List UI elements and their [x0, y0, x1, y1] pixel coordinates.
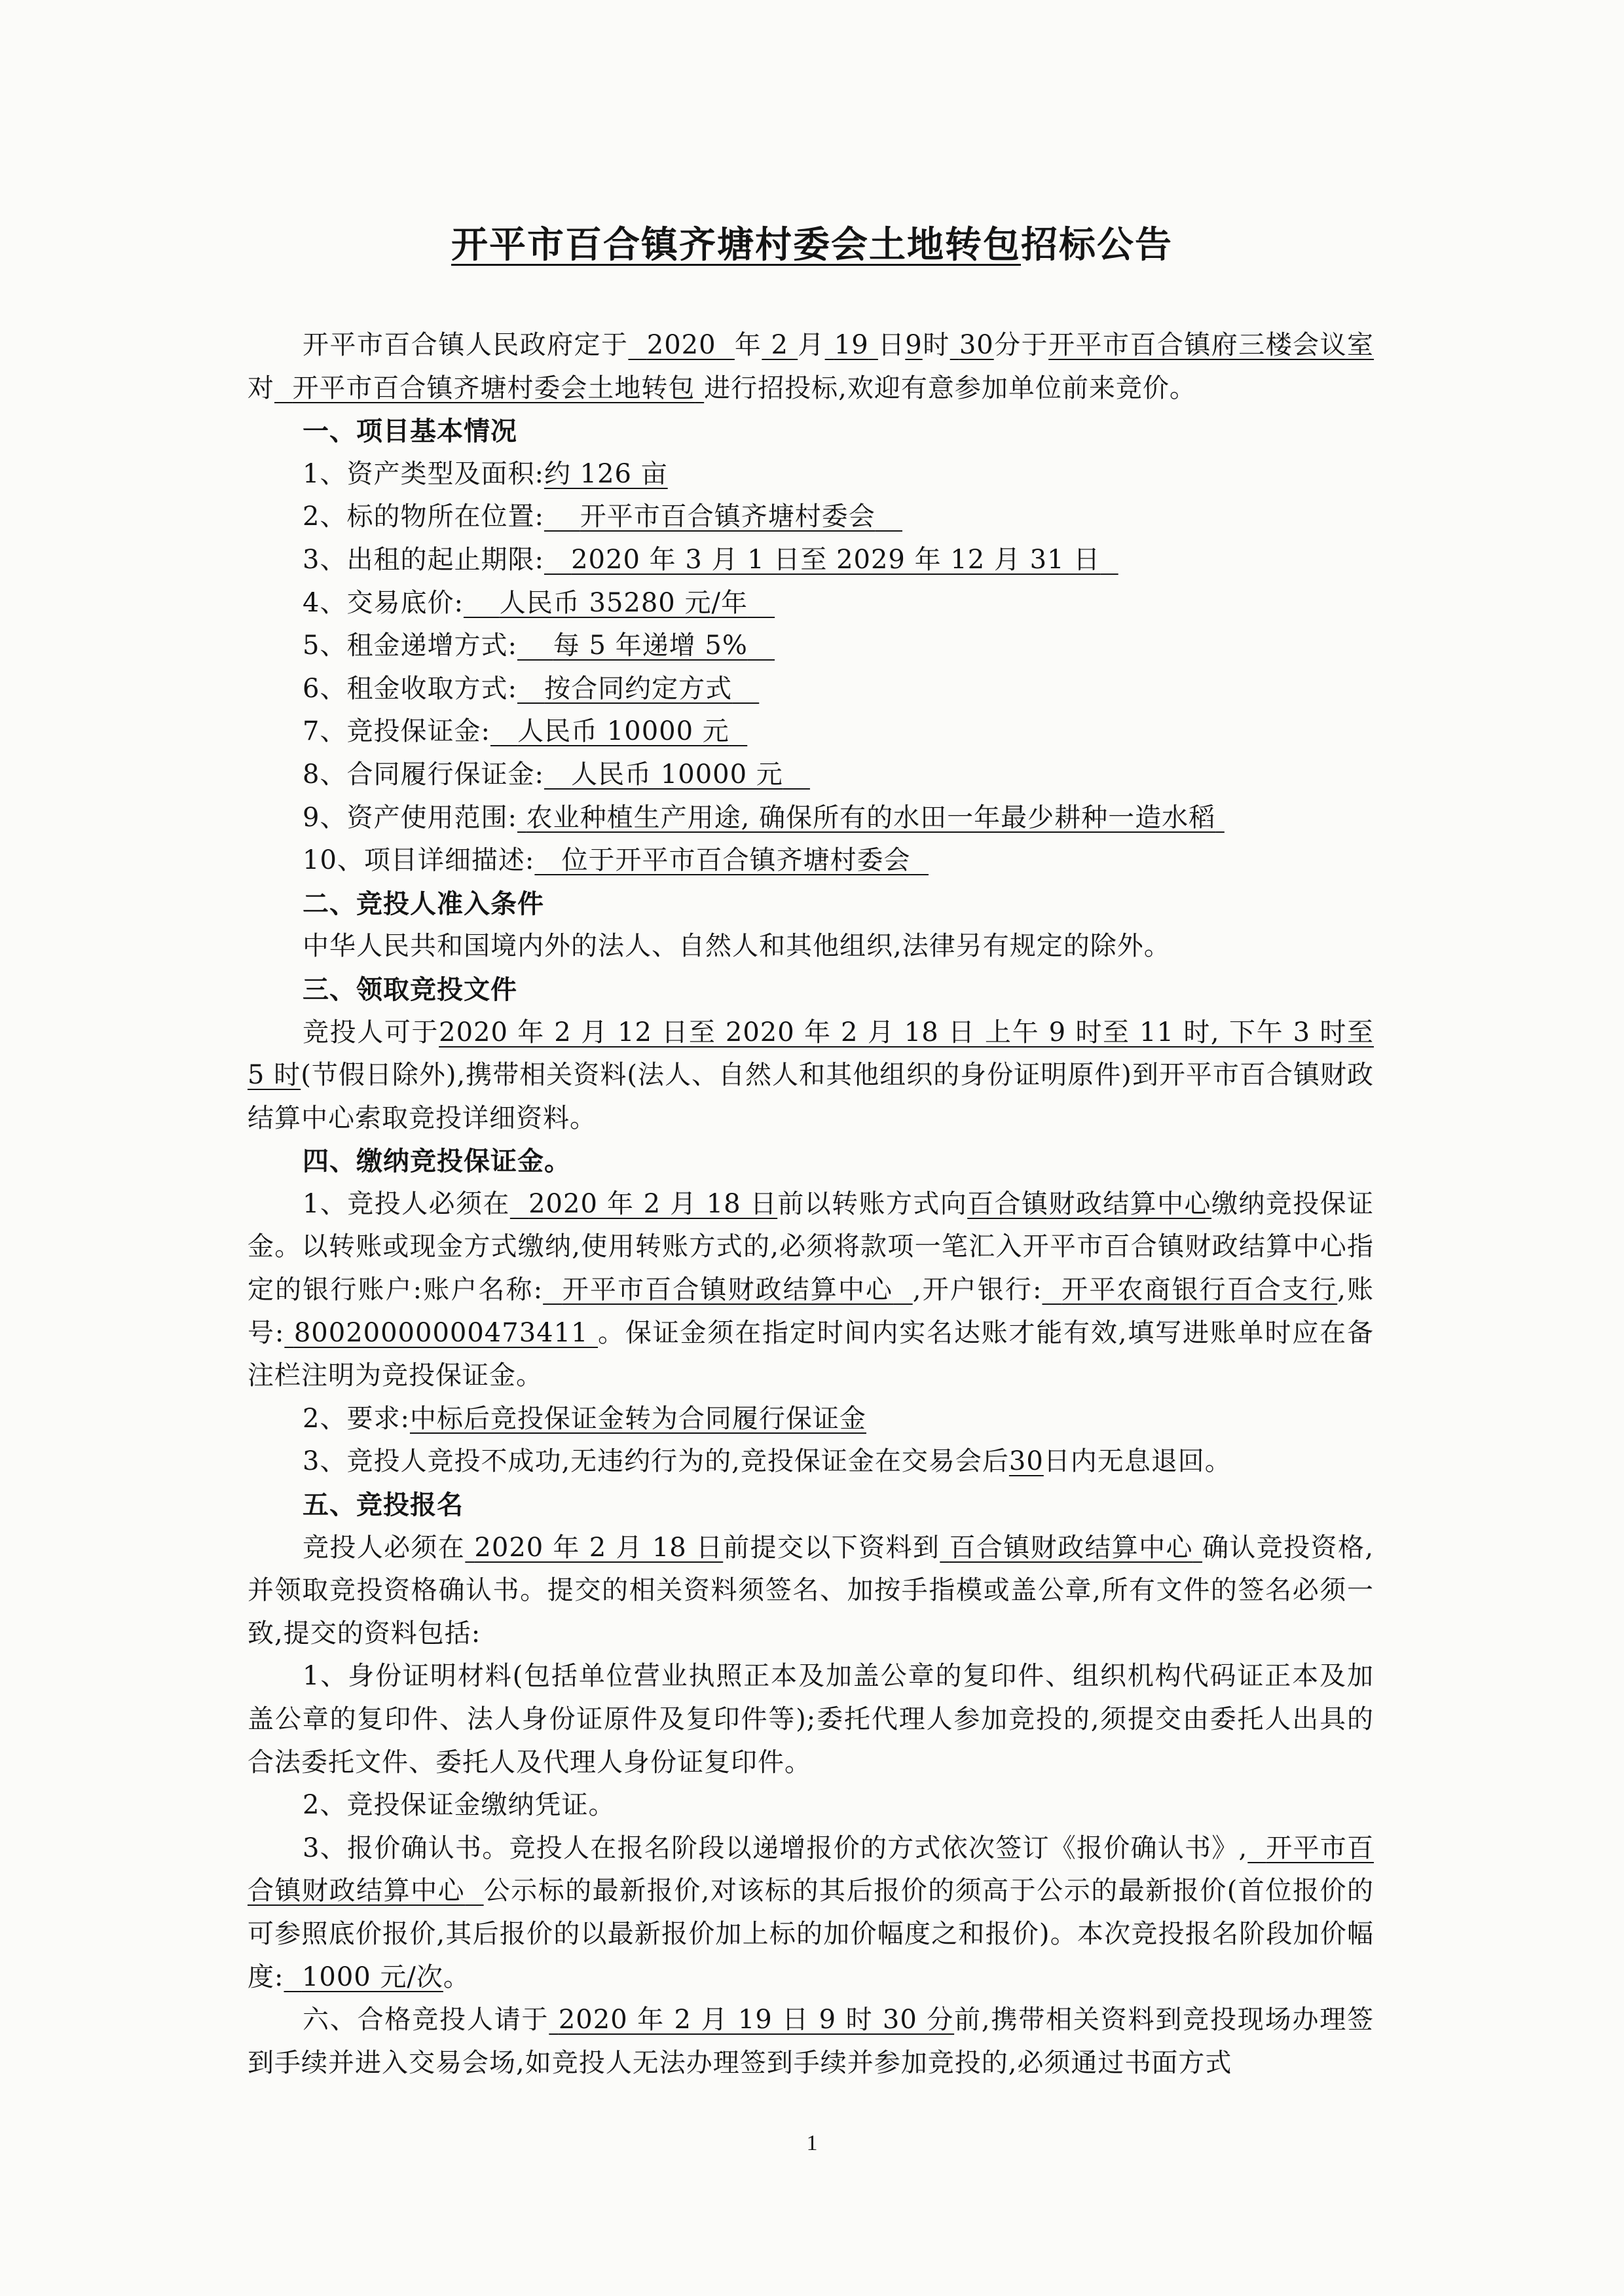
section-2-text: 中华人民共和国境内外的法人、自然人和其他组织,法律另有规定的除外。 [303, 931, 1171, 962]
section-heading-4: 四、缴纳竞投保证金。 [303, 1146, 571, 1177]
section-5-para-1: 竞投人必须在 2020 年 2 月 18 日前提交以下资料到 百合镇财政结算中心 确认竞投资格,并领取竞投资格确认书。提交的相关资料须签名、加按手指模或盖公章,所有文件的签名必须一致,提交的资料包括: [248, 1532, 1375, 1649]
section-5-para-3: 2、竞投保证金缴纳凭证。 [303, 1790, 616, 1821]
section-3-text: 竞投人可于2020 年 2 月 12 日至 2020 年 2 月 18 日 上午 9 时至 11 时, 下午 3 时至 5 时(节假日除外),携带相关资料(法人、自然人和其他组织的身份证明原件)到开平市百合镇财政结算中心索取竞投详细资料。 [248, 1017, 1374, 1133]
item-10: 10、项目详细描述: 位于开平市百合镇齐塘村委会 [303, 845, 911, 876]
item-7: 7、竞投保证金: 人民币 10000 元 [303, 716, 729, 747]
document-body [248, 324, 1374, 2085]
collection-period: 2020 年 2 月 12 日至 2020 年 2 月 18 日 上午 9 时至 11 时, 下午 3 时至 5 时 [248, 1017, 1374, 1091]
intro-text: 日 [877, 330, 906, 360]
intro-text: 年 [734, 330, 762, 360]
intro-text: 月 [798, 330, 825, 360]
intro-month: 2 [771, 330, 788, 360]
page-number: 1 [806, 2131, 818, 2155]
intro-year: 2020 [646, 330, 716, 360]
intro-text: 对 [248, 373, 274, 403]
section-heading-2: 二、竞投人准入条件 [303, 888, 544, 919]
section-5-para-2: 1、身份证明材料(包括单位营业执照正本及加盖公章的复印件、组织机构代码证正本及加盖公章的复印件、法人身份证原件及复印件等);委托代理人参加竞投的,须提交由委托人出具的合法委托文件、委托人及代理人身份证复印件。 [248, 1661, 1374, 1777]
intro-minute: 30 [959, 330, 994, 360]
account-number: 80020000000473411 [293, 1317, 589, 1348]
item-1: 1、资产类型及面积:约 126 亩 [303, 458, 668, 489]
item-8: 8、合同履行保证金: 人民币 10000 元 [303, 759, 783, 790]
section-heading-3: 三、领取竞投文件 [303, 974, 517, 1005]
intro-text: 分于 [993, 330, 1049, 360]
item-2: 2、标的物所在位置: 开平市百合镇齐塘村委会 [303, 501, 876, 532]
page-title [0, 216, 1624, 268]
intro-text: 进行招投标,欢迎有意参加单位前来竞价。 [704, 373, 1196, 403]
item-6: 6、租金收取方式: 按合同约定方式 [303, 673, 733, 704]
section-4-para-1: 1、竞投人必须在 2020 年 2 月 18 日前以转账方式向百合镇财政结算中心缴纳竞投保证金。以转账或现金方式缴纳,使用转账方式的,必须将款项一笔汇入开平市百合镇财政结算中心指定的银行账户:账户名称: 开平市百合镇财政结算中心 ,开户银行: 开平农商银行百合支行,账号: 80020000000473411 。保证金须在指定时间内实名达账才能有效,填写进账单时应在备注栏注明为竞投保证金。 [248, 1188, 1375, 1391]
section-heading-5: 五、竞投报名 [303, 1489, 464, 1521]
section-4-para-2: 2、要求:中标后竞投保证金转为合同履行保证金 [303, 1403, 866, 1434]
section-4-para-3: 3、竞投人竞投不成功,无违约行为的,竞投保证金在交易会后30日内无息退回。 [303, 1446, 1232, 1477]
section-5-para-4: 3、报价确认书。竞投人在报名阶段以递增报价的方式依次签订《报价确认书》, 开平市百合镇财政结算中心 公示标的最新报价,对该标的其后报价的须高于公示的最新报价(首位报价的可参照底价报价,其后报价的以最新报价加上标的加价幅度之和报价)。本次竞投报名阶段加价幅度: 1000 元/次。 [248, 1832, 1374, 1992]
item-9: 9、资产使用范围: 农业种植生产用途, 确保所有的水田一年最少耕种一造水稻 [303, 802, 1216, 833]
title-rest: 招标公告 [1021, 223, 1173, 266]
intro-hour: 9 [905, 330, 923, 360]
section-heading-1: 一、项目基本情况 [303, 416, 517, 447]
item-5: 5、租金递增方式: 每 5 年递增 5% [303, 630, 748, 661]
intro-paragraph [248, 324, 1374, 410]
intro-text: 时 [922, 330, 950, 360]
intro-project: 开平市百合镇齐塘村委会土地转包 [292, 373, 695, 403]
intro-place: 开平市百合镇府三楼会议室 [1048, 330, 1375, 360]
title-underlined: 开平市百合镇齐塘村委会土地转包 [451, 223, 1021, 266]
intro-text: 开平市百合镇人民政府定于 [303, 330, 629, 360]
section-6-text: 六、合格竞投人请于 2020 年 2 月 19 日 9 时 30 分前,携带相关资料到竞投现场办理签到手续并进入交易会场,如竞投人无法办理签到手续并参加竞投的,必须通过书面方式 [248, 2005, 1375, 2078]
item-3: 3、出租的起止期限: 2020 年 3 月 1 日至 2029 年 12 月 31 日 [303, 544, 1101, 575]
intro-day: 19 [834, 330, 869, 360]
item-4: 4、交易底价: 人民币 35280 元/年 [303, 587, 748, 618]
